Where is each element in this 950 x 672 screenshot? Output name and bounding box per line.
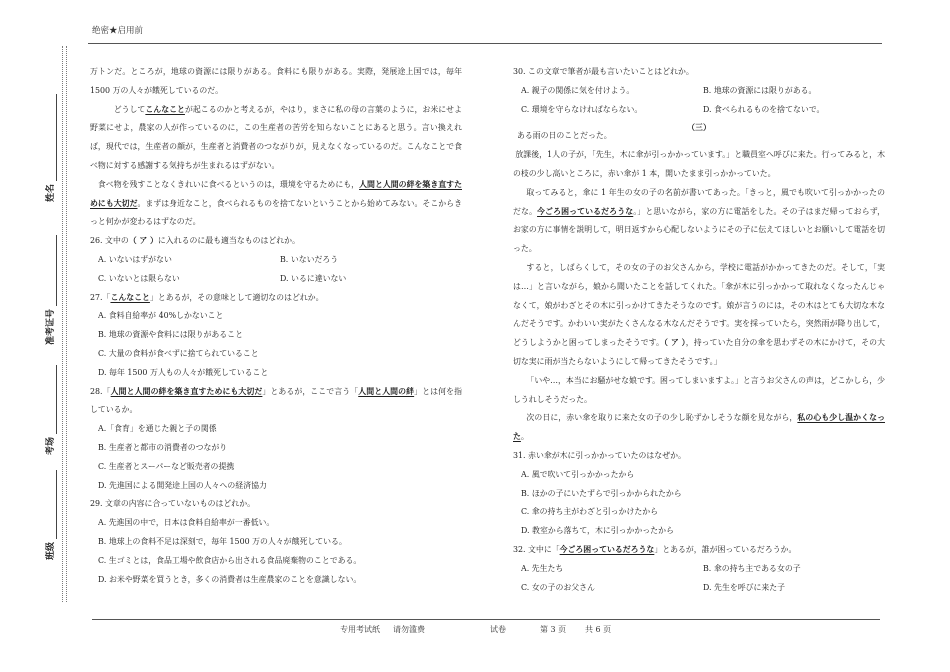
option-d: D. いるに違いない <box>280 273 347 283</box>
underlined-emphasis: 今ごろ困っているだろうな <box>559 544 655 554</box>
header-rule <box>88 43 882 44</box>
option-a: A. 先進国の中で，日本は食料自給率が一番低い。 <box>98 518 275 528</box>
underlined-emphasis: 人間と人間の絆 <box>358 386 415 396</box>
question-30 <box>513 63 885 119</box>
option-c: C. 大量の食料が食べずに捨てられていること <box>98 348 259 358</box>
exam-number-field <box>43 235 57 345</box>
name-blank-line <box>46 94 57 181</box>
option-b: B. 傘の持ち主である女の子 <box>703 563 801 573</box>
option-d: D. 食べられるものを捨てないで。 <box>703 104 825 114</box>
option-grid <box>513 560 885 598</box>
underlined-emphasis: 人間と人間の絆を築き直すためにも大切だ <box>110 386 263 396</box>
question-32 <box>513 541 885 597</box>
text-run: 31. 赤い傘が木に引っかかっていたのはなぜか。 <box>513 450 686 460</box>
text-run: 」とあるが，その意味として適切なのはどれか。 <box>149 292 324 302</box>
option-c: C. 環境を守らなければならない。 <box>521 104 643 114</box>
text-run: 放課後，1人の子が，「先生，木に傘が引っかかっています。」と職員室へ呼びに来た。行ってみると，木の枝の少し高いところに，赤い傘が 1 本，開いたまま引っかかっていた。 <box>513 150 885 178</box>
question-26 <box>90 232 462 288</box>
footer-page-number: 第 3 页 <box>540 625 567 634</box>
text-run: ある雨の日のことだった。 <box>516 131 612 141</box>
underlined-emphasis: 今ごろ困っているだろうな <box>537 206 634 216</box>
text-run: 「いや…，本当にお騒がせな娘です。困ってしまいますよ。」と言うお父さんの声は，どこかしら，少しうれしそうだった。 <box>513 375 885 404</box>
option-b: B. 地球の資源には限りがある。 <box>703 85 817 95</box>
option-b: B. 地球の資源や食料には限りがあること <box>98 330 243 340</box>
section-title: （三） <box>687 123 711 133</box>
option-a: A.「食育」を通じた親と子の関係 <box>98 424 217 434</box>
option-b: B. 地球上の食料不足は深刻で，毎年 1500 万の人々が餓死している。 <box>98 536 347 546</box>
option-c: C. 傘の持ち主がわざと引っかけたから <box>521 507 659 517</box>
bold-blank-marker: （ ア ） <box>128 236 158 246</box>
underlined-emphasis: 人間と人間の絆を築き直すためにも大切だ <box>90 179 462 208</box>
text-run: 28.「 <box>90 386 111 396</box>
question-31 <box>513 447 885 541</box>
question-stem <box>90 495 462 514</box>
option-list <box>513 466 885 541</box>
question-stem <box>513 63 885 82</box>
underlined-emphasis: こんなこと <box>110 292 150 302</box>
option-c: C. 女の子のお父さん <box>521 582 595 592</box>
text-run: 食べ物を残すことなくきれいに食べるというのは，環境を守るためにも， <box>97 179 360 189</box>
exam-room-label: 考场 <box>46 436 56 455</box>
exam-room-field <box>43 365 57 455</box>
passage-paragraph <box>513 259 885 372</box>
class-field <box>43 470 57 560</box>
footer-paper-note: 专用考试纸 <box>340 625 380 634</box>
text-run: 32. 文中に「 <box>513 544 560 554</box>
option-a: A. 先生たち <box>521 563 564 573</box>
footer-paper-type: 试卷 <box>490 625 506 634</box>
secrecy-label: 绝密★启用前 <box>92 26 144 36</box>
text-run: ，持っていた自分の傘を思わずその木にかけて，その大切な実に雨が当たらないようにして帰ってきたそうです。」 <box>513 338 885 366</box>
passage-paragraph <box>90 63 462 101</box>
passage-paragraph <box>90 101 462 176</box>
section-three-header <box>513 123 885 146</box>
option-c: C. 生ゴミとは，食品工場や飲食店から出される食品廃棄物のことである。 <box>98 555 362 565</box>
option-grid <box>513 82 885 120</box>
option-b: B. いないだろう <box>280 254 339 264</box>
text-run: 。」と思いながら，家の方に電話をした。その子はまだ帰っておらず，お家の方に事情を説明して，明日返すから心配しないようにその子に伝えてほしいとお願いして電話を切った。 <box>513 206 885 254</box>
text-run: が起こるのかと考えるが，やはり，まさに私の母の言葉のように，お米にせよ野菜にせよ，農家の人が作っているのに，この生産者の苦労を知らないことにあると思う。言い換えれば，現代では，生産者の顔が，生産者と消費者のつながりが，見えなくなっているのだ。こんなことで食べ物に対する感謝する気持ちが生まれるはずがない。 <box>90 104 462 170</box>
text-run: 次の日に，赤い傘を取りに来た女の子の少し恥ずかしそうな顔を見ながら， <box>526 413 798 423</box>
option-b: B. 生産者と都市の消費者のつながり <box>98 442 228 452</box>
bold-blank-marker: （ ア ） <box>664 338 686 348</box>
question-stem <box>513 541 885 560</box>
exam-room-blank-line <box>46 365 57 434</box>
question-stem <box>513 447 885 466</box>
option-list <box>90 420 462 495</box>
option-d: D. 先生を呼びに来た子 <box>703 582 786 592</box>
option-list <box>90 307 462 382</box>
question-29 <box>90 495 462 589</box>
option-list <box>90 514 462 589</box>
question-stem <box>90 383 462 421</box>
footer-waste-note: 请勿滥费 <box>393 625 425 634</box>
option-grid <box>90 251 462 289</box>
exam-number-blank-line <box>46 235 57 306</box>
option-a: A. 親子の関係に気を付けよう。 <box>521 85 635 95</box>
footer-total-pages: 共 6 页 <box>585 625 612 634</box>
option-d: D. 先進国による開発途上国の人々への経済協力 <box>98 480 267 490</box>
question-28 <box>90 383 462 496</box>
text-run: 。 <box>520 432 529 442</box>
question-stem <box>90 289 462 308</box>
text-run: 30. この文章で筆者が最も言いたいことはどれか。 <box>513 67 694 76</box>
name-label: 姓名 <box>46 183 56 202</box>
text-run: 。まずは身近なこと，食べられるものを捨てないということから始めてみない。そこからきっと何かが変わるはずなのだ。 <box>90 198 462 227</box>
text-run: 」とは何を指しているか。 <box>90 386 462 415</box>
passage-paragraph <box>513 146 885 184</box>
text-run: 29. 文章の内容に合っていないものはどれか。 <box>90 499 255 509</box>
underlined-emphasis: 私の心も少し温かくなった <box>513 413 885 442</box>
text-run: 27.「 <box>90 292 111 302</box>
option-d: D. 教室から落ちて，木に引っかかったから <box>521 526 674 536</box>
passage-paragraph <box>90 176 462 232</box>
exam-number-label: 准考证号 <box>46 308 56 345</box>
text-run: 取ってみると，傘に 1 年生の女の子の名前が書いてあった。「きっと，風でも吹いて引っかかったのだな。 <box>513 187 885 216</box>
text-run: に入れるのに最も適当なものはどれか。 <box>157 236 300 246</box>
option-a: A. 食料自給率が 40%しかないこと <box>98 311 224 321</box>
left-column <box>90 63 462 611</box>
option-c: C. 生産者とスーパーなど販売者の提携 <box>98 461 235 471</box>
footer-rule <box>92 619 880 620</box>
name-field <box>43 94 57 202</box>
option-c: C. いないとは限らない <box>98 273 180 283</box>
option-d: D. お米や野菜を買うとき，多くの消費者は生産農家のことを意識しない。 <box>98 574 362 584</box>
passage-paragraph <box>513 409 885 447</box>
question-stem <box>90 232 462 251</box>
question-27 <box>90 289 462 383</box>
passage-paragraph <box>513 184 885 259</box>
text-run: 万トンだ。ところが，地球の資源には限りがある。食料にも限りがある。実際，発展途上国では，毎年 1500 万の人々が餓死しているのだ。 <box>90 67 462 95</box>
text-run: 」とあるが，ここで言う「 <box>262 386 359 396</box>
underlined-emphasis: こんなこと <box>145 104 185 114</box>
option-b: B. ほかの子にいたずらで引っかかられたから <box>521 488 682 498</box>
right-column <box>513 63 885 611</box>
option-a: A. いないはずがない <box>98 254 172 264</box>
text-run: 26. 文中の <box>90 236 129 246</box>
binding-dotted-line <box>62 46 67 602</box>
text-run: どうして <box>113 104 146 114</box>
class-blank-line <box>46 470 57 539</box>
passage-paragraph <box>513 372 885 410</box>
text-run: 」とあるが，誰が困っているだろうか。 <box>654 544 797 554</box>
text-run: すると，しばらくして，その女の子のお父さんから，学校に電話がかかってきたのだ。そして，「実は…」と言いながら，娘から聞いたことを話してくれた。「傘が木に引っかかって取れなくなったんじゃなくて，娘がわざとその木に引っかけてきたそうなのです。娘が言うのには，その木はとても大切な木なんだそうです。かわいい実がたくさんなる木なんだそうです。実を採っていたら，突然雨が降り出して，どうしようかと困ってしまったそうです。 <box>513 262 885 348</box>
option-d: D. 毎年 1500 万人もの人々が餓死していること <box>98 367 269 377</box>
option-a: A. 風で吹いて引っかかったから <box>521 469 635 479</box>
class-label: 班级 <box>46 541 56 560</box>
